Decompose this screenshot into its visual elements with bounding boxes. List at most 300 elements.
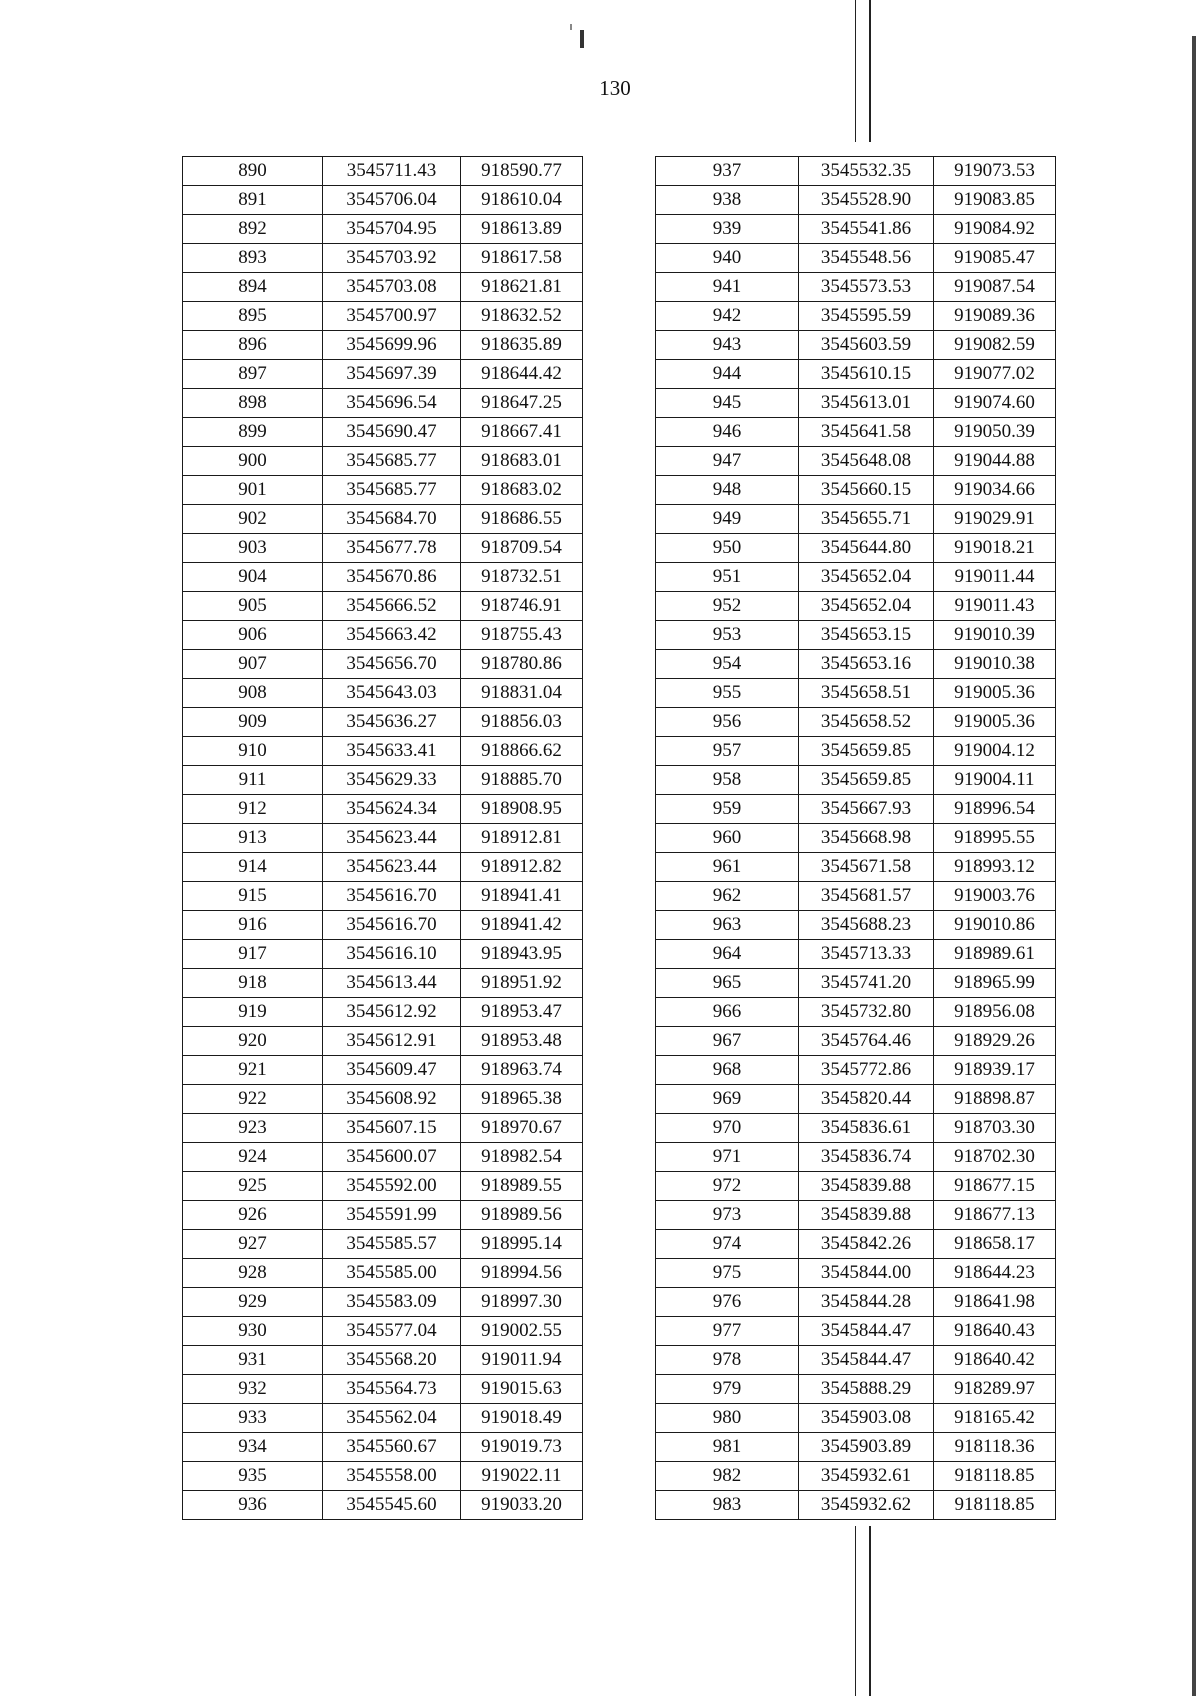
y-coordinate-cell: 918994.56 <box>461 1259 583 1288</box>
point-number-cell: 934 <box>183 1433 323 1462</box>
table-row <box>183 563 583 592</box>
point-number-cell: 939 <box>656 215 799 244</box>
x-coordinate-cell: 3545636.27 <box>323 708 461 737</box>
x-coordinate-cell: 3545839.88 <box>799 1201 934 1230</box>
point-number-cell: 977 <box>656 1317 799 1346</box>
x-coordinate-cell: 3545684.70 <box>323 505 461 534</box>
table-body-right <box>656 157 1056 1520</box>
scan-speck <box>580 30 584 48</box>
y-coordinate-cell: 918683.01 <box>461 447 583 476</box>
table-row <box>183 1143 583 1172</box>
x-coordinate-cell: 3545700.97 <box>323 302 461 331</box>
table-row <box>183 1230 583 1259</box>
y-coordinate-cell: 918956.08 <box>934 998 1056 1027</box>
x-coordinate-cell: 3545608.92 <box>323 1085 461 1114</box>
point-number-cell: 967 <box>656 1027 799 1056</box>
y-coordinate-cell: 918856.03 <box>461 708 583 737</box>
x-coordinate-cell: 3545573.53 <box>799 273 934 302</box>
table-row <box>183 389 583 418</box>
table-row <box>183 1433 583 1462</box>
table-row <box>183 244 583 273</box>
y-coordinate-cell: 918610.04 <box>461 186 583 215</box>
point-number-cell: 954 <box>656 650 799 679</box>
y-coordinate-cell: 918995.55 <box>934 824 1056 853</box>
point-number-cell: 962 <box>656 882 799 911</box>
table-row <box>656 592 1056 621</box>
table-row <box>656 766 1056 795</box>
table-row <box>656 1114 1056 1143</box>
x-coordinate-cell: 3545671.58 <box>799 853 934 882</box>
x-coordinate-cell: 3545670.86 <box>323 563 461 592</box>
point-number-cell: 910 <box>183 737 323 766</box>
x-coordinate-cell: 3545585.57 <box>323 1230 461 1259</box>
table-row <box>656 331 1056 360</box>
x-coordinate-cell: 3545772.86 <box>799 1056 934 1085</box>
table-row <box>656 389 1056 418</box>
x-coordinate-cell: 3545655.71 <box>799 505 934 534</box>
point-number-cell: 937 <box>656 157 799 186</box>
y-coordinate-cell: 918989.61 <box>934 940 1056 969</box>
y-coordinate-cell: 918644.42 <box>461 360 583 389</box>
x-coordinate-cell: 3545528.90 <box>799 186 934 215</box>
table-row <box>656 1143 1056 1172</box>
y-coordinate-cell: 919002.55 <box>461 1317 583 1346</box>
point-number-cell: 899 <box>183 418 323 447</box>
table-row <box>656 824 1056 853</box>
point-number-cell: 912 <box>183 795 323 824</box>
x-coordinate-cell: 3545616.70 <box>323 882 461 911</box>
point-number-cell: 959 <box>656 795 799 824</box>
table-row <box>656 882 1056 911</box>
x-coordinate-cell: 3545652.04 <box>799 563 934 592</box>
point-number-cell: 898 <box>183 389 323 418</box>
table-row <box>183 534 583 563</box>
table-row <box>656 708 1056 737</box>
table-row <box>183 1201 583 1230</box>
table-row <box>183 1375 583 1404</box>
table-row <box>183 795 583 824</box>
point-number-cell: 892 <box>183 215 323 244</box>
x-coordinate-cell: 3545656.70 <box>323 650 461 679</box>
point-number-cell: 941 <box>656 273 799 302</box>
x-coordinate-cell: 3545711.43 <box>323 157 461 186</box>
x-coordinate-cell: 3545623.44 <box>323 824 461 853</box>
x-coordinate-cell: 3545732.80 <box>799 998 934 1027</box>
point-number-cell: 924 <box>183 1143 323 1172</box>
table-row <box>183 1114 583 1143</box>
x-coordinate-cell: 3545667.93 <box>799 795 934 824</box>
y-coordinate-cell: 918943.95 <box>461 940 583 969</box>
point-number-cell: 900 <box>183 447 323 476</box>
scan-binding-line <box>855 1526 856 1696</box>
x-coordinate-cell: 3545703.92 <box>323 244 461 273</box>
point-number-cell: 973 <box>656 1201 799 1230</box>
x-coordinate-cell: 3545653.16 <box>799 650 934 679</box>
x-coordinate-cell: 3545703.08 <box>323 273 461 302</box>
point-number-cell: 919 <box>183 998 323 1027</box>
y-coordinate-cell: 919083.85 <box>934 186 1056 215</box>
y-coordinate-cell: 918965.38 <box>461 1085 583 1114</box>
table-row <box>656 1027 1056 1056</box>
table-row <box>656 360 1056 389</box>
y-coordinate-cell: 919077.02 <box>934 360 1056 389</box>
y-coordinate-cell: 919084.92 <box>934 215 1056 244</box>
point-number-cell: 922 <box>183 1085 323 1114</box>
y-coordinate-cell: 918989.56 <box>461 1201 583 1230</box>
table-row <box>656 1056 1056 1085</box>
y-coordinate-cell: 918885.70 <box>461 766 583 795</box>
x-coordinate-cell: 3545704.95 <box>323 215 461 244</box>
x-coordinate-cell: 3545836.61 <box>799 1114 934 1143</box>
x-coordinate-cell: 3545844.28 <box>799 1288 934 1317</box>
y-coordinate-cell: 918982.54 <box>461 1143 583 1172</box>
point-number-cell: 927 <box>183 1230 323 1259</box>
scan-binding-line <box>869 0 871 142</box>
table-row <box>656 157 1056 186</box>
point-number-cell: 926 <box>183 1201 323 1230</box>
x-coordinate-cell: 3545666.52 <box>323 592 461 621</box>
point-number-cell: 918 <box>183 969 323 998</box>
x-coordinate-cell: 3545658.52 <box>799 708 934 737</box>
table-row <box>656 969 1056 998</box>
point-number-cell: 925 <box>183 1172 323 1201</box>
x-coordinate-cell: 3545844.47 <box>799 1317 934 1346</box>
table-row <box>183 621 583 650</box>
y-coordinate-cell: 918941.42 <box>461 911 583 940</box>
x-coordinate-cell: 3545633.41 <box>323 737 461 766</box>
x-coordinate-cell: 3545560.67 <box>323 1433 461 1462</box>
x-coordinate-cell: 3545839.88 <box>799 1172 934 1201</box>
point-number-cell: 890 <box>183 157 323 186</box>
table-row <box>656 998 1056 1027</box>
x-coordinate-cell: 3545836.74 <box>799 1143 934 1172</box>
y-coordinate-cell: 919010.86 <box>934 911 1056 940</box>
table-row <box>656 476 1056 505</box>
y-coordinate-cell: 918118.36 <box>934 1433 1056 1462</box>
point-number-cell: 916 <box>183 911 323 940</box>
point-number-cell: 894 <box>183 273 323 302</box>
y-coordinate-cell: 918658.17 <box>934 1230 1056 1259</box>
coordinates-table-left <box>182 156 583 1520</box>
point-number-cell: 895 <box>183 302 323 331</box>
x-coordinate-cell: 3545585.00 <box>323 1259 461 1288</box>
table-row <box>183 824 583 853</box>
x-coordinate-cell: 3545600.07 <box>323 1143 461 1172</box>
y-coordinate-cell: 918746.91 <box>461 592 583 621</box>
x-coordinate-cell: 3545616.70 <box>323 911 461 940</box>
x-coordinate-cell: 3545741.20 <box>799 969 934 998</box>
point-number-cell: 972 <box>656 1172 799 1201</box>
x-coordinate-cell: 3545558.00 <box>323 1462 461 1491</box>
point-number-cell: 938 <box>656 186 799 215</box>
table-row <box>656 447 1056 476</box>
y-coordinate-cell: 919033.20 <box>461 1491 583 1520</box>
point-number-cell: 980 <box>656 1404 799 1433</box>
x-coordinate-cell: 3545624.34 <box>323 795 461 824</box>
y-coordinate-cell: 918989.55 <box>461 1172 583 1201</box>
point-number-cell: 930 <box>183 1317 323 1346</box>
y-coordinate-cell: 918912.82 <box>461 853 583 882</box>
point-number-cell: 915 <box>183 882 323 911</box>
x-coordinate-cell: 3545603.59 <box>799 331 934 360</box>
y-coordinate-cell: 919034.66 <box>934 476 1056 505</box>
y-coordinate-cell: 919003.76 <box>934 882 1056 911</box>
table-row <box>183 186 583 215</box>
point-number-cell: 904 <box>183 563 323 592</box>
table-row <box>656 1491 1056 1520</box>
table-row <box>656 621 1056 650</box>
point-number-cell: 961 <box>656 853 799 882</box>
y-coordinate-cell: 919082.59 <box>934 331 1056 360</box>
point-number-cell: 913 <box>183 824 323 853</box>
y-coordinate-cell: 918866.62 <box>461 737 583 766</box>
y-coordinate-cell: 918118.85 <box>934 1462 1056 1491</box>
table-row <box>656 679 1056 708</box>
point-number-cell: 897 <box>183 360 323 389</box>
point-number-cell: 981 <box>656 1433 799 1462</box>
y-coordinate-cell: 918953.47 <box>461 998 583 1027</box>
y-coordinate-cell: 919087.54 <box>934 273 1056 302</box>
point-number-cell: 948 <box>656 476 799 505</box>
y-coordinate-cell: 918165.42 <box>934 1404 1056 1433</box>
x-coordinate-cell: 3545685.77 <box>323 447 461 476</box>
table-row <box>183 157 583 186</box>
table-row <box>656 1346 1056 1375</box>
point-number-cell: 963 <box>656 911 799 940</box>
y-coordinate-cell: 919018.21 <box>934 534 1056 563</box>
x-coordinate-cell: 3545568.20 <box>323 1346 461 1375</box>
point-number-cell: 952 <box>656 592 799 621</box>
y-coordinate-cell: 918709.54 <box>461 534 583 563</box>
y-coordinate-cell: 918929.26 <box>934 1027 1056 1056</box>
y-coordinate-cell: 918702.30 <box>934 1143 1056 1172</box>
point-number-cell: 911 <box>183 766 323 795</box>
y-coordinate-cell: 919085.47 <box>934 244 1056 273</box>
point-number-cell: 914 <box>183 853 323 882</box>
scan-binding-line <box>869 1526 871 1696</box>
y-coordinate-cell: 918993.12 <box>934 853 1056 882</box>
point-number-cell: 945 <box>656 389 799 418</box>
point-number-cell: 958 <box>656 766 799 795</box>
point-number-cell: 971 <box>656 1143 799 1172</box>
table-row <box>183 505 583 534</box>
point-number-cell: 921 <box>183 1056 323 1085</box>
point-number-cell: 933 <box>183 1404 323 1433</box>
y-coordinate-cell: 919011.43 <box>934 592 1056 621</box>
x-coordinate-cell: 3545541.86 <box>799 215 934 244</box>
y-coordinate-cell: 919010.39 <box>934 621 1056 650</box>
x-coordinate-cell: 3545677.78 <box>323 534 461 563</box>
point-number-cell: 935 <box>183 1462 323 1491</box>
y-coordinate-cell: 919022.11 <box>461 1462 583 1491</box>
table-row <box>656 911 1056 940</box>
table-row <box>656 1259 1056 1288</box>
point-number-cell: 974 <box>656 1230 799 1259</box>
x-coordinate-cell: 3545648.08 <box>799 447 934 476</box>
table-row <box>183 679 583 708</box>
table-row <box>656 505 1056 534</box>
table-row <box>656 534 1056 563</box>
table-row <box>183 882 583 911</box>
x-coordinate-cell: 3545658.51 <box>799 679 934 708</box>
x-coordinate-cell: 3545888.29 <box>799 1375 934 1404</box>
x-coordinate-cell: 3545659.85 <box>799 766 934 795</box>
y-coordinate-cell: 918965.99 <box>934 969 1056 998</box>
point-number-cell: 965 <box>656 969 799 998</box>
point-number-cell: 932 <box>183 1375 323 1404</box>
table-row <box>183 447 583 476</box>
x-coordinate-cell: 3545643.03 <box>323 679 461 708</box>
table-row <box>656 1288 1056 1317</box>
y-coordinate-cell: 918755.43 <box>461 621 583 650</box>
x-coordinate-cell: 3545690.47 <box>323 418 461 447</box>
table-row <box>656 1462 1056 1491</box>
point-number-cell: 903 <box>183 534 323 563</box>
table-row <box>656 1201 1056 1230</box>
x-coordinate-cell: 3545932.62 <box>799 1491 934 1520</box>
table-row <box>183 331 583 360</box>
point-number-cell: 902 <box>183 505 323 534</box>
table-row <box>183 766 583 795</box>
y-coordinate-cell: 918732.51 <box>461 563 583 592</box>
table-row <box>183 1346 583 1375</box>
y-coordinate-cell: 919073.53 <box>934 157 1056 186</box>
y-coordinate-cell: 918963.74 <box>461 1056 583 1085</box>
table-row <box>183 215 583 244</box>
table-row <box>656 244 1056 273</box>
table-row <box>656 302 1056 331</box>
x-coordinate-cell: 3545644.80 <box>799 534 934 563</box>
y-coordinate-cell: 919050.39 <box>934 418 1056 447</box>
table-row <box>656 650 1056 679</box>
table-row <box>183 1288 583 1317</box>
table-row <box>183 302 583 331</box>
x-coordinate-cell: 3545623.44 <box>323 853 461 882</box>
x-coordinate-cell: 3545612.92 <box>323 998 461 1027</box>
point-number-cell: 920 <box>183 1027 323 1056</box>
y-coordinate-cell: 918641.98 <box>934 1288 1056 1317</box>
table-row <box>183 737 583 766</box>
x-coordinate-cell: 3545681.57 <box>799 882 934 911</box>
y-coordinate-cell: 918640.43 <box>934 1317 1056 1346</box>
y-coordinate-cell: 919005.36 <box>934 708 1056 737</box>
x-coordinate-cell: 3545545.60 <box>323 1491 461 1520</box>
point-number-cell: 964 <box>656 940 799 969</box>
y-coordinate-cell: 918640.42 <box>934 1346 1056 1375</box>
table-row <box>183 1317 583 1346</box>
x-coordinate-cell: 3545668.98 <box>799 824 934 853</box>
point-number-cell: 956 <box>656 708 799 737</box>
table-row <box>183 360 583 389</box>
y-coordinate-cell: 919011.94 <box>461 1346 583 1375</box>
x-coordinate-cell: 3545592.00 <box>323 1172 461 1201</box>
table-row <box>656 1230 1056 1259</box>
point-number-cell: 957 <box>656 737 799 766</box>
table-row <box>656 1404 1056 1433</box>
y-coordinate-cell: 918912.81 <box>461 824 583 853</box>
point-number-cell: 976 <box>656 1288 799 1317</box>
x-coordinate-cell: 3545629.33 <box>323 766 461 795</box>
x-coordinate-cell: 3545610.15 <box>799 360 934 389</box>
x-coordinate-cell: 3545532.35 <box>799 157 934 186</box>
point-number-cell: 975 <box>656 1259 799 1288</box>
x-coordinate-cell: 3545577.04 <box>323 1317 461 1346</box>
y-coordinate-cell: 918632.52 <box>461 302 583 331</box>
x-coordinate-cell: 3545659.85 <box>799 737 934 766</box>
x-coordinate-cell: 3545609.47 <box>323 1056 461 1085</box>
y-coordinate-cell: 918590.77 <box>461 157 583 186</box>
point-number-cell: 953 <box>656 621 799 650</box>
x-coordinate-cell: 3545660.15 <box>799 476 934 505</box>
table-row <box>183 1085 583 1114</box>
x-coordinate-cell: 3545591.99 <box>323 1201 461 1230</box>
point-number-cell: 978 <box>656 1346 799 1375</box>
point-number-cell: 950 <box>656 534 799 563</box>
x-coordinate-cell: 3545903.89 <box>799 1433 934 1462</box>
table-row <box>656 563 1056 592</box>
x-coordinate-cell: 3545764.46 <box>799 1027 934 1056</box>
x-coordinate-cell: 3545685.77 <box>323 476 461 505</box>
table-row <box>656 1317 1056 1346</box>
point-number-cell: 901 <box>183 476 323 505</box>
point-number-cell: 928 <box>183 1259 323 1288</box>
point-number-cell: 942 <box>656 302 799 331</box>
y-coordinate-cell: 919029.91 <box>934 505 1056 534</box>
x-coordinate-cell: 3545844.00 <box>799 1259 934 1288</box>
point-number-cell: 979 <box>656 1375 799 1404</box>
y-coordinate-cell: 918941.41 <box>461 882 583 911</box>
point-number-cell: 940 <box>656 244 799 273</box>
x-coordinate-cell: 3545595.59 <box>799 302 934 331</box>
y-coordinate-cell: 919019.73 <box>461 1433 583 1462</box>
y-coordinate-cell: 918635.89 <box>461 331 583 360</box>
point-number-cell: 947 <box>656 447 799 476</box>
point-number-cell: 909 <box>183 708 323 737</box>
x-coordinate-cell: 3545688.23 <box>799 911 934 940</box>
x-coordinate-cell: 3545697.39 <box>323 360 461 389</box>
table-row <box>656 186 1056 215</box>
x-coordinate-cell: 3545903.08 <box>799 1404 934 1433</box>
y-coordinate-cell: 918621.81 <box>461 273 583 302</box>
table-row <box>656 1375 1056 1404</box>
point-number-cell: 905 <box>183 592 323 621</box>
y-coordinate-cell: 918617.58 <box>461 244 583 273</box>
table-row <box>183 708 583 737</box>
x-coordinate-cell: 3545844.47 <box>799 1346 934 1375</box>
table-row <box>656 1172 1056 1201</box>
x-coordinate-cell: 3545652.04 <box>799 592 934 621</box>
y-coordinate-cell: 918939.17 <box>934 1056 1056 1085</box>
table-body-left <box>183 157 583 1520</box>
point-number-cell: 906 <box>183 621 323 650</box>
point-number-cell: 908 <box>183 679 323 708</box>
table-row <box>183 592 583 621</box>
table-row <box>183 1462 583 1491</box>
point-number-cell: 955 <box>656 679 799 708</box>
y-coordinate-cell: 919074.60 <box>934 389 1056 418</box>
table-row <box>656 853 1056 882</box>
y-coordinate-cell: 918953.48 <box>461 1027 583 1056</box>
x-coordinate-cell: 3545612.91 <box>323 1027 461 1056</box>
point-number-cell: 931 <box>183 1346 323 1375</box>
y-coordinate-cell: 918898.87 <box>934 1085 1056 1114</box>
point-number-cell: 929 <box>183 1288 323 1317</box>
x-coordinate-cell: 3545696.54 <box>323 389 461 418</box>
table-row <box>183 650 583 679</box>
y-coordinate-cell: 918951.92 <box>461 969 583 998</box>
point-number-cell: 923 <box>183 1114 323 1143</box>
table-row <box>656 795 1056 824</box>
